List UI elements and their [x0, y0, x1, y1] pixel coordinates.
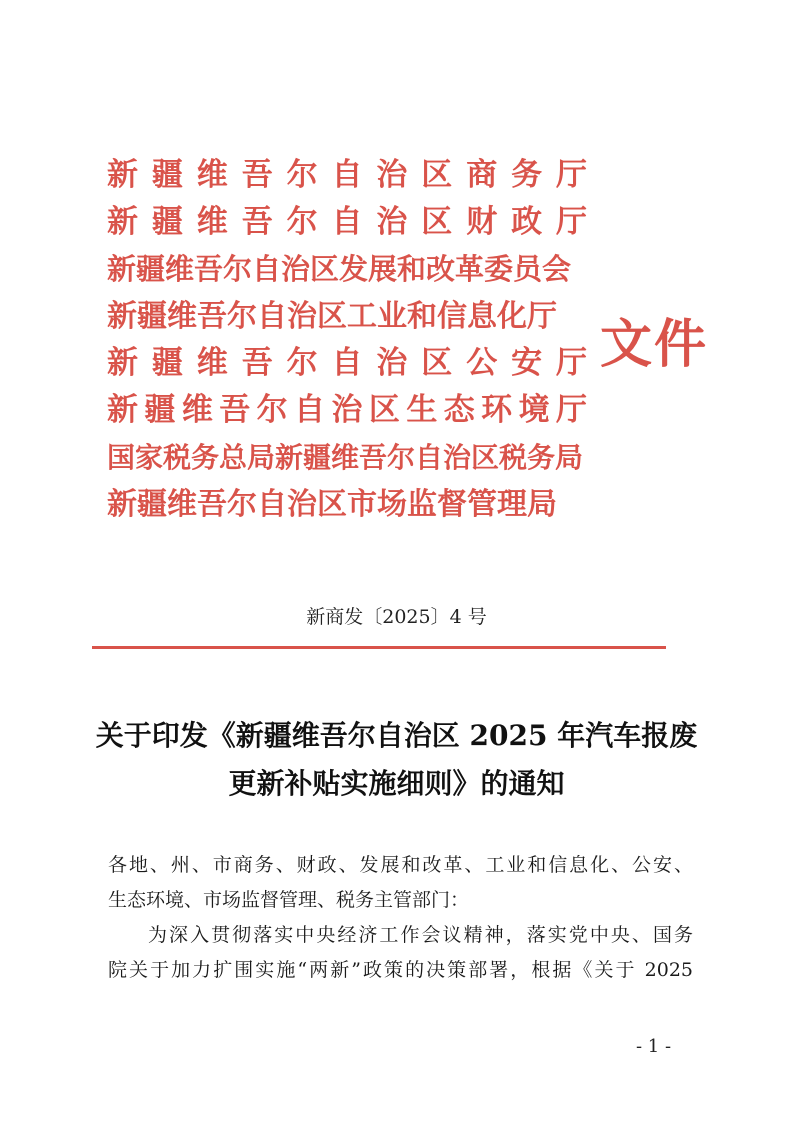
issuer-finance: 新疆维吾尔自治区财政厅: [107, 204, 587, 240]
issuer-industry-it: 新疆维吾尔自治区工业和信息化厅: [107, 299, 557, 334]
addressee-line-1: 各地、州、市商务、财政、发展和改革、工业和信息化、公安、: [108, 854, 693, 876]
paragraph-1-line-1: 为深入贯彻落实中央经济工作会议精神，落实党中央、国务: [148, 924, 693, 946]
issuer-public-security: 新疆维吾尔自治区公安厅: [107, 345, 587, 381]
page-number: - 1 -: [636, 1036, 672, 1057]
issuer-development-reform: 新疆维吾尔自治区发展和改革委员会: [107, 252, 572, 286]
document-number: 新商发〔2025〕4 号: [306, 606, 487, 628]
red-divider-line: [92, 646, 666, 649]
notice-title: [40, 712, 753, 808]
issuer-commerce: 新疆维吾尔自治区商务厅: [107, 157, 587, 193]
notice-title-line-1: 关于印发《新疆维吾尔自治区 2025 年汽车报废: [95, 719, 698, 752]
paragraph-1-line-2: 院关于加力扩围实施“两新”政策的决策部署，根据《关于 2025: [108, 959, 693, 981]
issuer-ecology-environment: 新疆维吾尔自治区生态环境厅: [107, 392, 587, 428]
addressee-line-2: 生态环境、市场监督管理、税务主管部门：: [108, 889, 470, 911]
issuing-agencies: [107, 152, 587, 528]
notice-title-line-2: 更新补贴实施细则》的通知: [228, 767, 565, 800]
issuer-tax-bureau: 国家税务总局新疆维吾尔自治区税务局: [107, 441, 584, 474]
document-body: [108, 848, 693, 988]
issuer-market-supervision: 新疆维吾尔自治区市场监督管理局: [107, 487, 557, 522]
document-type-label: 文件: [600, 314, 709, 375]
